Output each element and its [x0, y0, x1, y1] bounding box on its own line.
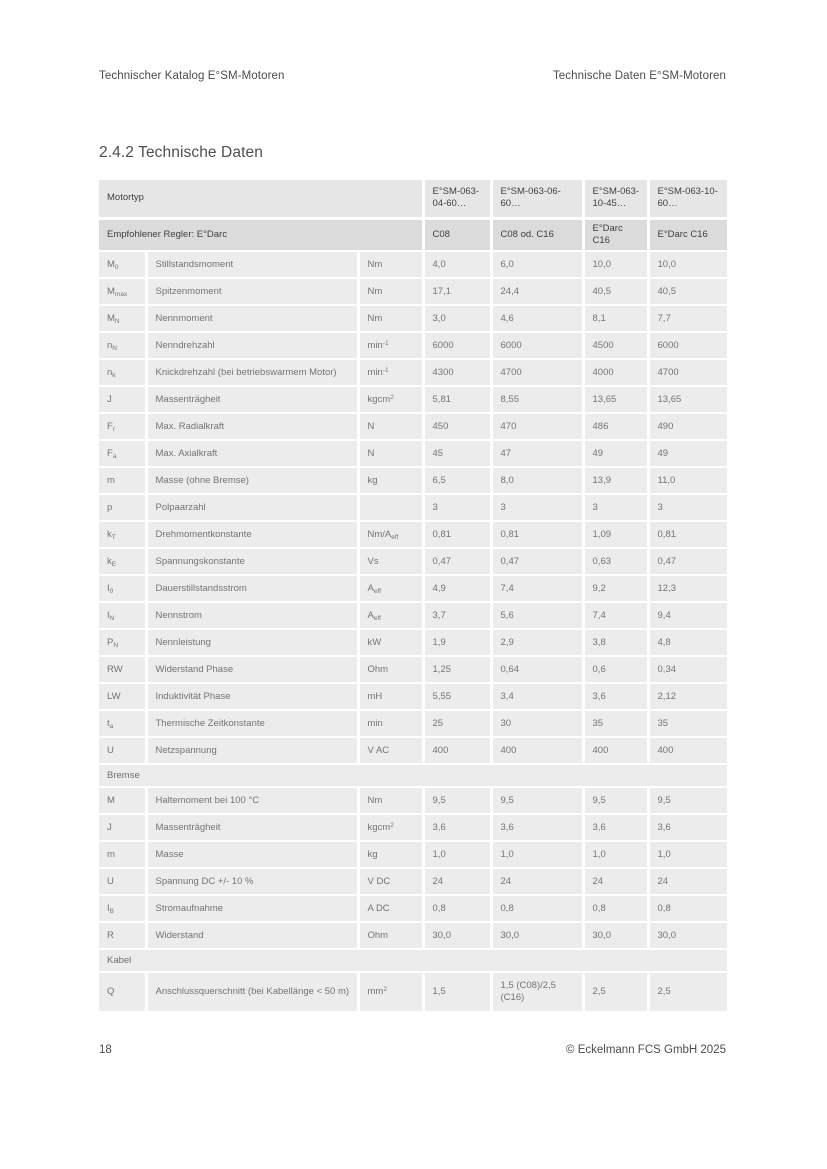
- regler-value-cell: E°Darc C16: [648, 218, 727, 251]
- header-left-text: Technischer Katalog E°SM-Motoren: [99, 70, 285, 82]
- value-cell: 6000: [423, 332, 491, 359]
- value-cell: 0,81: [491, 521, 583, 548]
- table-row: [99, 710, 727, 737]
- table-row: [99, 413, 727, 440]
- description-cell: Nenndrehzahl: [146, 332, 358, 359]
- unit-cell: $A_{eff}$: [358, 602, 423, 629]
- value-cell: 5,55: [423, 683, 491, 710]
- table-row: [99, 467, 727, 494]
- value-cell: 35: [583, 710, 648, 737]
- unit-cell: Nm: [358, 278, 423, 305]
- value-cell: 400: [583, 737, 648, 764]
- description-cell: Massenträgheit: [146, 814, 358, 841]
- symbol-cell: $k_T$: [99, 521, 146, 548]
- value-cell: 3,6: [491, 814, 583, 841]
- unit-cell: $\min^{-1}$: [358, 332, 423, 359]
- value-cell: 2,5: [648, 972, 727, 1012]
- value-cell: 45: [423, 440, 491, 467]
- motortyp-header-cell: Motortyp: [99, 180, 423, 218]
- description-cell: Spannungskonstante: [146, 548, 358, 575]
- unit-cell: A DC: [358, 895, 423, 922]
- description-cell: Nennstrom: [146, 602, 358, 629]
- unit-cell: $mm^2$: [358, 972, 423, 1012]
- regler-label-cell: Empfohlener Regler: E°Darc: [99, 218, 423, 251]
- section-label: Kabel: [99, 949, 727, 972]
- value-cell: 3,0: [423, 305, 491, 332]
- value-cell: 0,8: [423, 895, 491, 922]
- description-cell: Netzspannung: [146, 737, 358, 764]
- description-cell: Induktivität Phase: [146, 683, 358, 710]
- value-cell: 1,0: [648, 841, 727, 868]
- unit-cell: Nm: [358, 305, 423, 332]
- value-cell: 6,5: [423, 467, 491, 494]
- value-cell: 0,47: [423, 548, 491, 575]
- unit-cell: N: [358, 413, 423, 440]
- value-cell: 400: [423, 737, 491, 764]
- description-cell: Stromaufnahme: [146, 895, 358, 922]
- symbol-cell: $I_N$: [99, 602, 146, 629]
- regler-value-cell: C08 od. C16: [491, 218, 583, 251]
- unit-cell: kg: [358, 467, 423, 494]
- section-row: [99, 764, 727, 787]
- unit-cell: kgcm$^2$: [358, 814, 423, 841]
- value-cell: 400: [648, 737, 727, 764]
- value-cell: 490: [648, 413, 727, 440]
- value-cell: 10,0: [648, 251, 727, 278]
- symbol-cell: $n_N$: [99, 332, 146, 359]
- value-cell: 9,5: [491, 787, 583, 814]
- unit-cell: [358, 494, 423, 521]
- value-cell: 1,25: [423, 656, 491, 683]
- table-row: [99, 359, 727, 386]
- value-cell: 0,6: [583, 656, 648, 683]
- value-cell: 10,0: [583, 251, 648, 278]
- value-cell: 4,0: [423, 251, 491, 278]
- symbol-cell: p: [99, 494, 146, 521]
- value-cell: 8,1: [583, 305, 648, 332]
- unit-cell: mH: [358, 683, 423, 710]
- table-row: [99, 841, 727, 868]
- symbol-cell: M: [99, 787, 146, 814]
- value-cell: 24: [491, 868, 583, 895]
- value-cell: 3: [648, 494, 727, 521]
- description-cell: Widerstand Phase: [146, 656, 358, 683]
- description-cell: Knickdrehzahl (bei betriebswarmem Motor): [146, 359, 358, 386]
- symbol-cell: U: [99, 868, 146, 895]
- value-cell: 0,47: [491, 548, 583, 575]
- unit-cell: $\min^{-1}$: [358, 359, 423, 386]
- symbol-cell: $t_a$: [99, 710, 146, 737]
- value-cell: 30,0: [648, 922, 727, 949]
- description-cell: Spitzenmoment: [146, 278, 358, 305]
- value-cell: 0,8: [648, 895, 727, 922]
- symbol-cell: m: [99, 467, 146, 494]
- value-cell: 6000: [648, 332, 727, 359]
- table-row: [99, 922, 727, 949]
- header-right-text: Technische Daten E°SM-Motoren: [552, 70, 726, 82]
- value-cell: 49: [648, 440, 727, 467]
- value-cell: 0,47: [648, 548, 727, 575]
- value-cell: 4,8: [648, 629, 727, 656]
- table-row: [99, 440, 727, 467]
- value-cell: 2,12: [648, 683, 727, 710]
- value-cell: 1,0: [491, 841, 583, 868]
- value-cell: 13,9: [583, 467, 648, 494]
- value-cell: 0,63: [583, 548, 648, 575]
- technical-data-table-wrap: [99, 180, 727, 1013]
- symbol-cell: J: [99, 386, 146, 413]
- value-cell: 3,8: [583, 629, 648, 656]
- value-cell: 1,9: [423, 629, 491, 656]
- symbol-cell: Q: [99, 972, 146, 1012]
- unit-cell: kgcm$^2$: [358, 386, 423, 413]
- description-cell: Widerstand: [146, 922, 358, 949]
- table-row: [99, 895, 727, 922]
- section-title: 2.4.2 Technische Daten: [99, 144, 263, 161]
- unit-cell: N: [358, 440, 423, 467]
- table-body: [99, 251, 727, 1012]
- table-row: [99, 656, 727, 683]
- value-cell: 2,5: [583, 972, 648, 1012]
- value-cell: 9,5: [648, 787, 727, 814]
- value-cell: 17,1: [423, 278, 491, 305]
- description-cell: Masse: [146, 841, 358, 868]
- section-label: Bremse: [99, 764, 727, 787]
- value-cell: 49: [583, 440, 648, 467]
- symbol-cell: $M_{max}$: [99, 278, 146, 305]
- regler-value-cell: C08: [423, 218, 491, 251]
- unit-cell: V DC: [358, 868, 423, 895]
- description-cell: Spannung DC +/- 10 %: [146, 868, 358, 895]
- unit-cell: kW: [358, 629, 423, 656]
- unit-cell: Nm: [358, 787, 423, 814]
- table-row: [99, 386, 727, 413]
- unit-cell: $A_{eff}$: [358, 575, 423, 602]
- description-cell: Drehmomentkonstante: [146, 521, 358, 548]
- table-row: [99, 575, 727, 602]
- table-row: [99, 683, 727, 710]
- value-cell: 13,65: [583, 386, 648, 413]
- value-cell: 486: [583, 413, 648, 440]
- value-cell: 5,6: [491, 602, 583, 629]
- value-cell: 35: [648, 710, 727, 737]
- technical-data-table: [99, 180, 727, 1013]
- value-cell: 2,9: [491, 629, 583, 656]
- table-row: [99, 787, 727, 814]
- unit-cell: kg: [358, 841, 423, 868]
- value-cell: 0,8: [583, 895, 648, 922]
- unit-cell: V AC: [358, 737, 423, 764]
- value-cell: 40,5: [648, 278, 727, 305]
- value-cell: 400: [491, 737, 583, 764]
- symbol-cell: $M_0$: [99, 251, 146, 278]
- value-cell: 4700: [648, 359, 727, 386]
- value-cell: 24,4: [491, 278, 583, 305]
- value-cell: 1,0: [583, 841, 648, 868]
- table-row: [99, 972, 727, 1012]
- symbol-cell: $I_B$: [99, 895, 146, 922]
- value-cell: 3: [491, 494, 583, 521]
- value-cell: 4300: [423, 359, 491, 386]
- description-cell: Massenträgheit: [146, 386, 358, 413]
- value-cell: 6000: [491, 332, 583, 359]
- value-cell: 4700: [491, 359, 583, 386]
- table-row: [99, 814, 727, 841]
- symbol-cell: $P_N$: [99, 629, 146, 656]
- table-row: [99, 737, 727, 764]
- value-cell: 6,0: [491, 251, 583, 278]
- table-row: [99, 305, 727, 332]
- value-cell: 47: [491, 440, 583, 467]
- value-cell: 3,7: [423, 602, 491, 629]
- value-cell: 24: [648, 868, 727, 895]
- description-cell: Masse (ohne Bremse): [146, 467, 358, 494]
- symbol-cell: $n_k$: [99, 359, 146, 386]
- value-cell: 1,09: [583, 521, 648, 548]
- value-cell: 1,5: [423, 972, 491, 1012]
- value-cell: 9,5: [423, 787, 491, 814]
- table-row: [99, 521, 727, 548]
- description-cell: Nennmoment: [146, 305, 358, 332]
- value-cell: 3: [583, 494, 648, 521]
- table-row: [99, 548, 727, 575]
- model-header-cell: E°SM-063-10-60…: [648, 180, 727, 218]
- symbol-cell: U: [99, 737, 146, 764]
- regler-header-row: [99, 218, 727, 251]
- page-header: [99, 70, 726, 82]
- value-cell: 3,6: [583, 683, 648, 710]
- page-number: 18: [99, 1044, 112, 1056]
- unit-cell: min: [358, 710, 423, 737]
- value-cell: 12,3: [648, 575, 727, 602]
- symbol-cell: RW: [99, 656, 146, 683]
- unit-cell: Vs: [358, 548, 423, 575]
- value-cell: 0,34: [648, 656, 727, 683]
- description-cell: Nennleistung: [146, 629, 358, 656]
- symbol-cell: $F_r$: [99, 413, 146, 440]
- symbol-cell: LW: [99, 683, 146, 710]
- value-cell: 0,81: [423, 521, 491, 548]
- section-row: [99, 949, 727, 972]
- unit-cell: Ohm: [358, 656, 423, 683]
- value-cell: 25: [423, 710, 491, 737]
- value-cell: 7,4: [491, 575, 583, 602]
- description-cell: Haltemoment bei 100 °C: [146, 787, 358, 814]
- value-cell: 1,0: [423, 841, 491, 868]
- description-cell: Dauerstillstandsstrom: [146, 575, 358, 602]
- page-footer: [99, 1044, 726, 1056]
- value-cell: 7,7: [648, 305, 727, 332]
- value-cell: 0,8: [491, 895, 583, 922]
- value-cell: 3,6: [423, 814, 491, 841]
- value-cell: 4,6: [491, 305, 583, 332]
- model-header-cell: E°SM-063-10-45…: [583, 180, 648, 218]
- copyright-text: © Eckelmann FCS GmbH 2025: [566, 1044, 726, 1056]
- symbol-cell: J: [99, 814, 146, 841]
- value-cell: 9,5: [583, 787, 648, 814]
- table-row: [99, 494, 727, 521]
- description-cell: Anschlussquerschnitt (bei Kabellänge < 50 m): [146, 972, 358, 1012]
- value-cell: 3: [423, 494, 491, 521]
- value-cell: 24: [423, 868, 491, 895]
- description-cell: Polpaarzahl: [146, 494, 358, 521]
- value-cell: 13,65: [648, 386, 727, 413]
- unit-cell: $Nm/A_{eff}$: [358, 521, 423, 548]
- value-cell: 9,4: [648, 602, 727, 629]
- table-row: [99, 629, 727, 656]
- table-row: [99, 868, 727, 895]
- value-cell: 30,0: [583, 922, 648, 949]
- value-cell: 9,2: [583, 575, 648, 602]
- value-cell: 8,55: [491, 386, 583, 413]
- value-cell: 24: [583, 868, 648, 895]
- value-cell: 3,6: [583, 814, 648, 841]
- value-cell: 5,81: [423, 386, 491, 413]
- value-cell: 30,0: [491, 922, 583, 949]
- value-cell: 7,4: [583, 602, 648, 629]
- value-cell: 4000: [583, 359, 648, 386]
- description-cell: Max. Axialkraft: [146, 440, 358, 467]
- value-cell: 450: [423, 413, 491, 440]
- symbol-cell: $F_a$: [99, 440, 146, 467]
- value-cell: 4500: [583, 332, 648, 359]
- value-cell: 3,4: [491, 683, 583, 710]
- symbol-cell: $k_E$: [99, 548, 146, 575]
- value-cell: 0,64: [491, 656, 583, 683]
- model-header-cell: E°SM-063-06-60…: [491, 180, 583, 218]
- table-row: [99, 602, 727, 629]
- value-cell: 11,0: [648, 467, 727, 494]
- value-cell: 30: [491, 710, 583, 737]
- symbol-cell: m: [99, 841, 146, 868]
- value-cell: 1,5 (C08)/2,5 (C16): [491, 972, 583, 1012]
- model-header-cell: E°SM-063-04-60…: [423, 180, 491, 218]
- value-cell: 4,9: [423, 575, 491, 602]
- table-row: [99, 278, 727, 305]
- description-cell: Stillstandsmoment: [146, 251, 358, 278]
- value-cell: 40,5: [583, 278, 648, 305]
- symbol-cell: $I_0$: [99, 575, 146, 602]
- value-cell: 30,0: [423, 922, 491, 949]
- unit-cell: Ohm: [358, 922, 423, 949]
- table-row: [99, 251, 727, 278]
- description-cell: Max. Radialkraft: [146, 413, 358, 440]
- unit-cell: Nm: [358, 251, 423, 278]
- value-cell: 0,81: [648, 521, 727, 548]
- value-cell: 8,0: [491, 467, 583, 494]
- table-row: [99, 332, 727, 359]
- value-cell: 470: [491, 413, 583, 440]
- symbol-cell: $M_N$: [99, 305, 146, 332]
- table-header-row: [99, 180, 727, 218]
- description-cell: Thermische Zeitkonstante: [146, 710, 358, 737]
- value-cell: 3,6: [648, 814, 727, 841]
- symbol-cell: R: [99, 922, 146, 949]
- regler-value-cell: E°Darc C16: [583, 218, 648, 251]
